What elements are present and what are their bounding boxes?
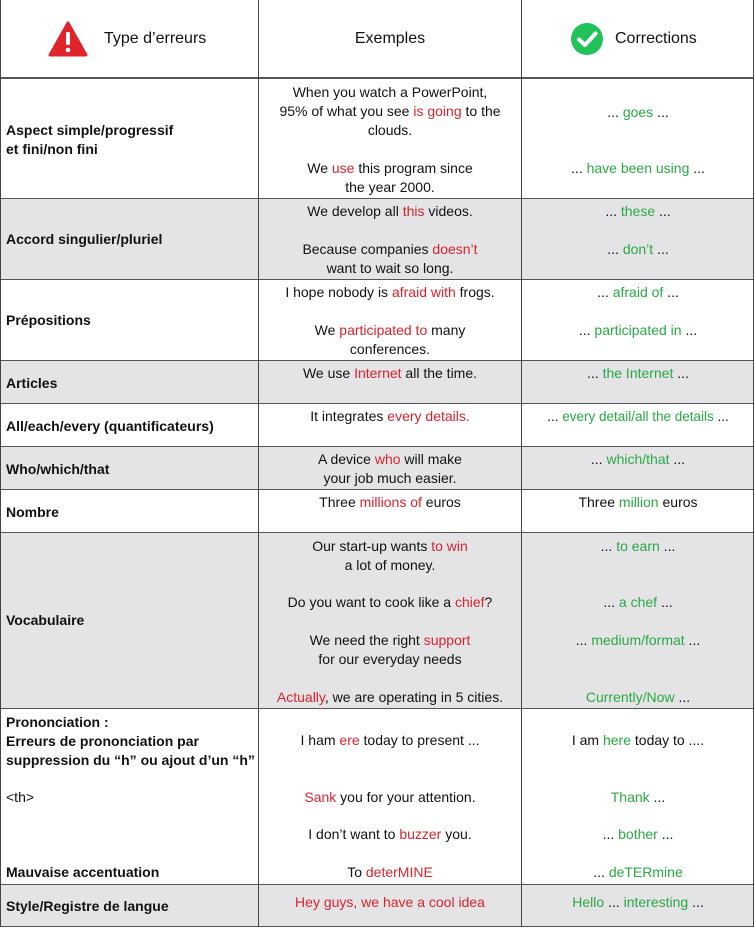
example-cell: It integrates every details. xyxy=(310,408,470,424)
category-cell: Aspect simple/progressif et fini/non fini xyxy=(6,122,174,157)
example-cell: Actually, we are operating in 5 cities. xyxy=(276,689,504,705)
example-cell: We use this program since the year 2000. xyxy=(307,160,473,195)
table-row-quantifiers xyxy=(0,403,754,446)
example-cell: We use Internet all the time. xyxy=(302,365,478,381)
table-row-articles xyxy=(0,360,754,403)
example-cell: To deterMINE xyxy=(347,864,433,880)
correction-cell: I am here today to .... xyxy=(571,732,705,748)
correction-cell: Hello ... interesting ... xyxy=(572,894,704,910)
correction-cell: ... bother ... xyxy=(602,826,674,842)
column-divider xyxy=(521,0,522,927)
category-cell: Who/which/that xyxy=(6,461,110,477)
correction-cell: Thank ... xyxy=(610,789,666,805)
correction-cell: Currently/Now ... xyxy=(585,689,691,705)
category-cell: Nombre xyxy=(6,504,59,520)
correction-cell: ... don’t ... xyxy=(607,241,669,257)
category-cell: All/each/every (quantificateurs) xyxy=(6,418,214,434)
example-cell: We need the right support for our everyday needs xyxy=(309,632,471,667)
example-cell: Our start-up wants to win a lot of money. xyxy=(312,538,468,573)
correction-cell: ... every detail/all the details ... xyxy=(547,409,729,424)
correction-cell: ... a chef ... xyxy=(603,594,673,610)
example-cell: A device who will make your job much easier. xyxy=(318,451,462,486)
header-type-label: Type d’erreurs xyxy=(104,30,207,47)
example-cell: I hope nobody is afraid with frogs. xyxy=(285,284,495,300)
header-examples-label: Exemples xyxy=(354,30,426,47)
table-row-style xyxy=(0,884,754,927)
table-row-nombre xyxy=(0,489,754,532)
correction-cell: ... have been using ... xyxy=(571,160,705,176)
example-cell: When you watch a PowerPoint, 95% of what you see is going to the clouds. xyxy=(279,84,501,138)
table-header xyxy=(0,0,754,78)
correction-cell: ... goes ... xyxy=(607,104,669,120)
warning-triangle-icon xyxy=(48,21,88,57)
category-accent-label: Mauvaise accentuation xyxy=(6,864,160,880)
table-row-accord xyxy=(0,198,754,279)
header-corrections-label: Corrections xyxy=(615,30,697,47)
correction-cell: Three million euros xyxy=(578,494,698,510)
column-divider xyxy=(258,0,259,927)
table-row-aspect xyxy=(0,78,754,198)
example-cell: We develop all this videos. xyxy=(307,203,473,219)
example-cell: I ham ere today to present ... xyxy=(300,732,480,748)
category-cell: Articles xyxy=(6,375,58,391)
table-row-vocabulaire xyxy=(0,532,754,708)
example-cell: Three millions of euros xyxy=(319,494,461,510)
correction-cell: ... medium/format ... xyxy=(575,632,701,648)
category-th-label: <th> xyxy=(6,789,35,805)
header-col-corrections xyxy=(570,0,697,78)
table-row-prononciation xyxy=(0,708,754,884)
table-row-who xyxy=(0,446,754,489)
header-col-type xyxy=(48,0,206,78)
example-cell: Hey guys, we have a cool idea xyxy=(295,894,485,910)
correction-cell: ... participated in ... xyxy=(578,322,698,338)
category-cell: Prépositions xyxy=(6,312,91,328)
correction-cell: ... afraid of ... xyxy=(597,284,679,300)
category-cell: Accord singulier/pluriel xyxy=(6,231,163,247)
example-cell: Sank you for your attention. xyxy=(304,789,476,805)
category-cell: Vocabulaire xyxy=(6,612,85,628)
table-border-left xyxy=(0,0,1,927)
example-cell: I don’t want to buzzer you. xyxy=(308,826,472,842)
category-cell: Prononciation : Erreurs de prononciation par suppression du “h” ou ajout d’un “h” xyxy=(6,714,255,768)
example-cell: Because companies doesn’t want to wait so long. xyxy=(302,241,478,276)
check-circle-icon xyxy=(570,22,604,56)
category-cell: Style/Registre de langue xyxy=(6,898,169,914)
header-col-examples xyxy=(258,0,522,78)
correction-cell: ... the Internet ... xyxy=(587,365,689,381)
example-cell: Do you want to cook like a chief? xyxy=(287,594,493,610)
table-row-prepositions xyxy=(0,279,754,360)
correction-cell: ... which/that ... xyxy=(590,451,686,467)
correction-cell: ... to earn ... xyxy=(600,538,676,554)
correction-cell: ... deTERmine xyxy=(593,864,683,880)
correction-cell: ... these ... xyxy=(605,203,671,219)
example-cell: We participated to many conferences. xyxy=(314,322,466,357)
